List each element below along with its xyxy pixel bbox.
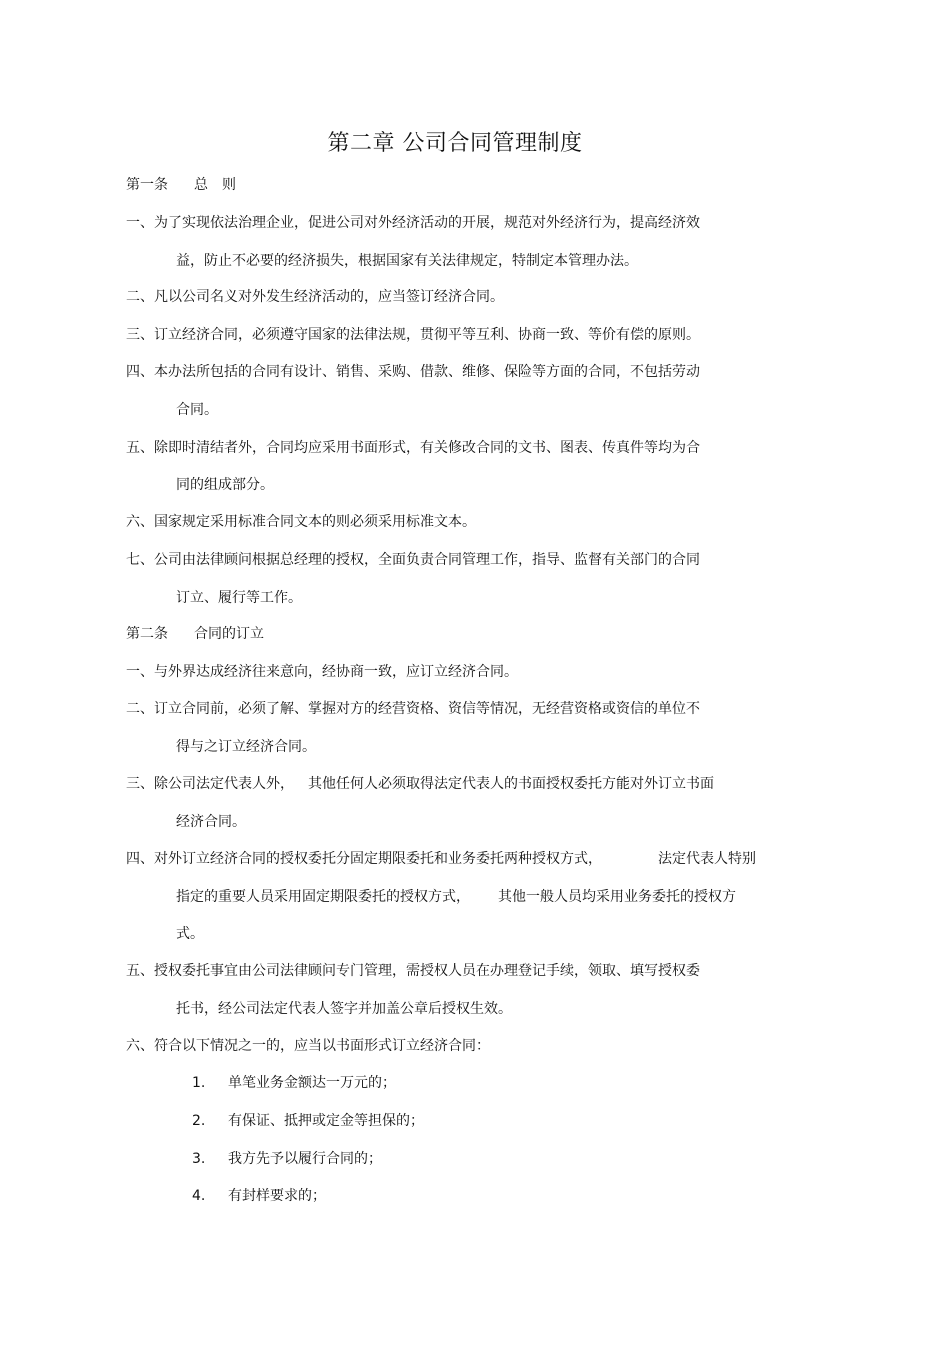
clause-2-6: 六、符合以下情况之一的，应当以书面形式订立经济合同： xyxy=(126,1038,490,1054)
list-item-number: 4. xyxy=(192,1188,206,1204)
list-item-text: 有封样要求的； xyxy=(228,1188,326,1204)
list-item-number: 3. xyxy=(192,1151,206,1167)
clause-1-1-line-b: 益，防止不必要的经济损失，根据国家有关法律规定，特制定本管理办法。 xyxy=(176,253,638,269)
clause-1-1-line-a: 一、为了实现依法治理企业，促进公司对外经济活动的开展，规范对外经济行为，提高经济效 xyxy=(126,215,700,231)
list-item-text: 我方先予以履行合同的； xyxy=(228,1151,382,1167)
list-item-text: 单笔业务金额达一万元的； xyxy=(228,1075,396,1091)
clause-1-4-line-a: 四、本办法所包括的合同有设计、销售、采购、借款、维修、保险等方面的合同，不包括劳动 xyxy=(126,364,700,380)
list-item-number: 1. xyxy=(192,1075,206,1091)
clause-2-3-line-a xyxy=(126,774,714,794)
clause-2-2-line-b: 得与之订立经济合同。 xyxy=(176,739,316,755)
clause-2-2-line-a: 二、订立合同前，必须了解、掌握对方的经营资格、资信等情况，无经营资格或资信的单位不 xyxy=(126,701,700,717)
page-title: 第二章 公司合同管理制度 xyxy=(327,131,583,156)
clause-1-5-line-b: 同的组成部分。 xyxy=(176,477,274,493)
list-item-number: 2. xyxy=(192,1113,206,1129)
clause-1-4-line-b: 合同。 xyxy=(176,402,218,418)
clause-2-4-line-a xyxy=(126,849,756,869)
clause-2-5-line-b: 托书，经公司法定代表人签字并加盖公章后授权生效。 xyxy=(176,1001,512,1017)
clause-2-4-line-b xyxy=(176,887,736,907)
article-2-label: 第二条 xyxy=(126,626,168,642)
clause-2-4-part-1: 四、对外订立经济合同的授权委托分固定期限委托和业务委托两种授权方式， xyxy=(126,851,602,867)
clause-2-3-part-2: 其他任何人必须取得法定代表人的书面授权委托方能对外订立书面 xyxy=(308,776,714,792)
clause-1-7-line-a: 七、公司由法律顾问根据总经理的授权，全面负责合同管理工作，指导、监督有关部门的合同 xyxy=(126,552,700,568)
clause-2-4-part-3: 指定的重要人员采用固定期限委托的授权方式， xyxy=(176,889,470,905)
clause-2-4-line-c: 式。 xyxy=(176,926,204,942)
clause-2-3-line-b: 经济合同。 xyxy=(176,814,246,830)
clause-1-6: 六、国家规定采用标准合同文本的则必须采用标准文本。 xyxy=(126,514,476,530)
clause-1-3: 三、订立经济合同，必须遵守国家的法律法规，贯彻平等互利、协商一致、等价有偿的原则。 xyxy=(126,327,700,343)
clause-2-1: 一、与外界达成经济往来意向，经协商一致，应订立经济合同。 xyxy=(126,664,518,680)
clause-2-4-part-4: 其他一般人员均采用业务委托的授权方 xyxy=(498,889,736,905)
clause-1-7-line-b: 订立、履行等工作。 xyxy=(176,590,302,606)
list-item-text: 有保证、抵押或定金等担保的； xyxy=(228,1113,424,1129)
clause-2-4-part-2: 法定代表人特别 xyxy=(658,851,756,867)
article-1-label: 第一条 xyxy=(126,177,168,193)
article-1-heading xyxy=(126,175,236,195)
article-2-heading xyxy=(126,624,264,644)
clause-2-5-line-a: 五、授权委托事宜由公司法律顾问专门管理，需授权人员在办理登记手续，领取、填写授权委 xyxy=(126,963,700,979)
clause-1-5-line-a: 五、除即时清结者外，合同均应采用书面形式，有关修改合同的文书、图表、传真件等均为合 xyxy=(126,440,700,456)
article-2-name: 合同的订立 xyxy=(194,626,264,642)
article-1-name: 总 则 xyxy=(194,177,236,193)
clause-2-3-part-1: 三、除公司法定代表人外， xyxy=(126,776,294,792)
clause-1-2: 二、凡以公司名义对外发生经济活动的，应当签订经济合同。 xyxy=(126,289,504,305)
